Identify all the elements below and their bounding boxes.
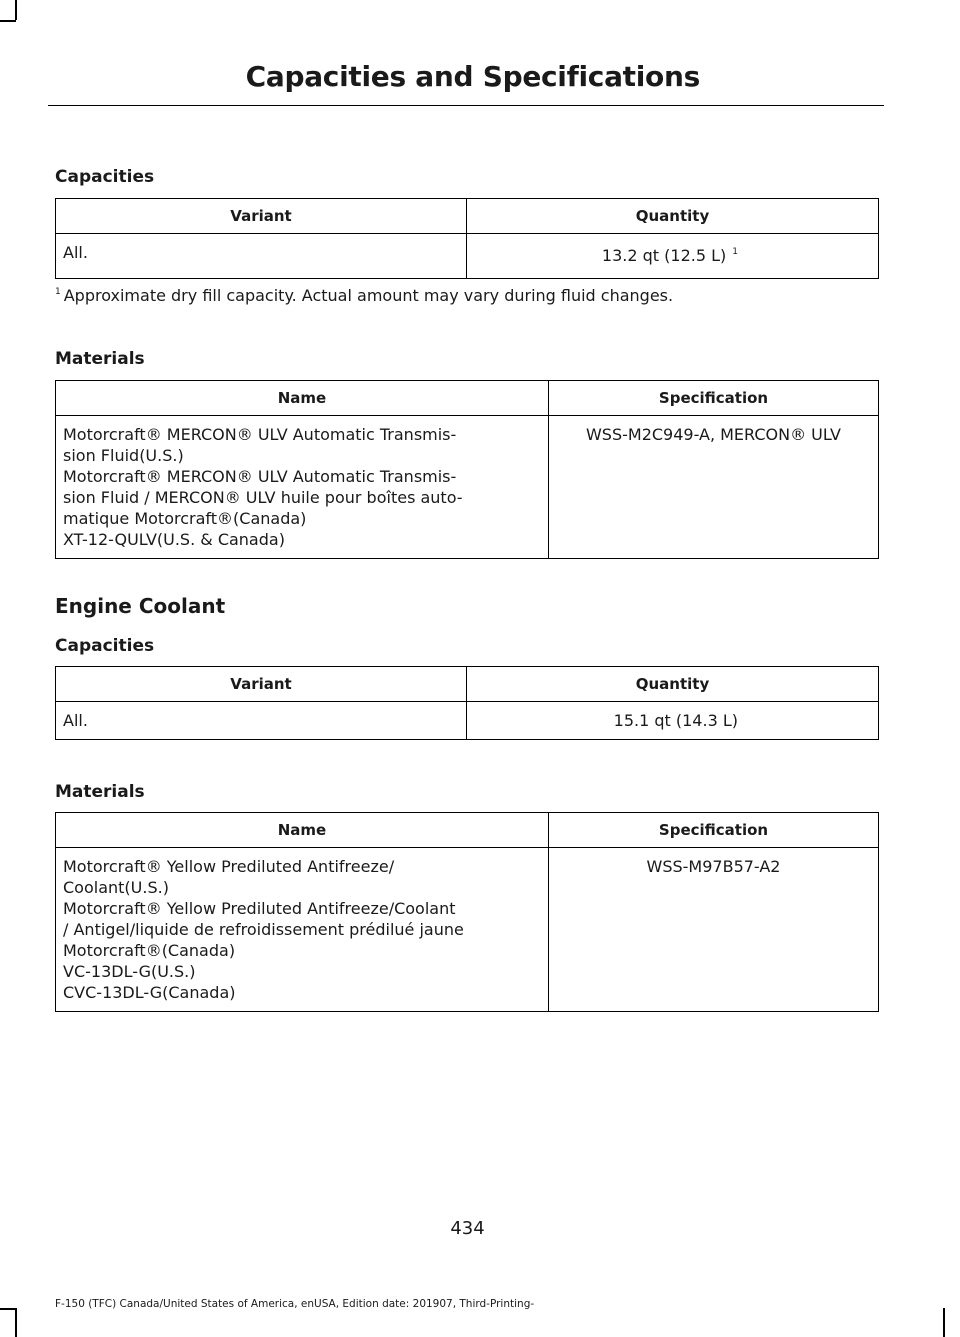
material-name-line: sion Fluid(U.S.) bbox=[63, 446, 184, 465]
transmission-capacities-table bbox=[55, 198, 879, 279]
material-name-line: Motorcraft® MERCON® ULV Automatic Transmis- bbox=[63, 467, 457, 486]
title-divider bbox=[48, 105, 884, 106]
variant-cell: All. bbox=[56, 702, 467, 740]
section-heading: Capacities bbox=[55, 636, 155, 656]
specification-cell: WSS-M2C949-A, MERCON® ULV bbox=[549, 416, 879, 559]
quantity-cell bbox=[467, 234, 879, 279]
column-header: Name bbox=[56, 813, 549, 848]
column-header: Quantity bbox=[467, 667, 879, 702]
crop-mark bbox=[15, 0, 17, 20]
material-name-line: / Antigel/liquide de refroidissement prédilué jaune bbox=[63, 920, 464, 939]
edition-footer: F-150 (TFC) Canada/United States of America, enUSA, Edition date: 201907, Third-Printing- bbox=[55, 1298, 535, 1310]
material-name-line: sion Fluid / MERCON® ULV huile pour boîtes auto- bbox=[63, 488, 463, 507]
variant-cell: All. bbox=[56, 234, 467, 279]
material-name-line: XT-12-QULV(U.S. & Canada) bbox=[63, 530, 285, 549]
specification-cell: WSS-M97B57-A2 bbox=[549, 848, 879, 1012]
footnote-marker: 1 bbox=[55, 287, 61, 297]
table-header-row bbox=[56, 199, 879, 234]
coolant-capacities-table bbox=[55, 666, 879, 740]
transmission-materials-table bbox=[55, 380, 879, 559]
crop-mark bbox=[15, 1308, 17, 1337]
section-heading: Materials bbox=[55, 349, 145, 369]
quantity-cell: 15.1 qt (14.3 L) bbox=[467, 702, 879, 740]
column-header: Variant bbox=[56, 667, 467, 702]
material-name-cell bbox=[56, 848, 549, 1012]
table-row bbox=[56, 234, 879, 279]
section-heading: Capacities bbox=[55, 167, 155, 187]
column-header: Name bbox=[56, 381, 549, 416]
footnote-text: Approximate dry fill capacity. Actual amount may vary during fluid changes. bbox=[63, 286, 674, 305]
footnote bbox=[55, 286, 673, 305]
material-name-line: Motorcraft® Yellow Prediluted Antifreeze/ bbox=[63, 857, 395, 876]
table-header-row bbox=[56, 381, 879, 416]
material-name-line: Motorcraft®(Canada) bbox=[63, 941, 236, 960]
column-header: Quantity bbox=[467, 199, 879, 234]
table-header-row bbox=[56, 667, 879, 702]
table-row bbox=[56, 702, 879, 740]
crop-mark bbox=[0, 20, 16, 22]
quantity-value: 13.2 qt (12.5 L) bbox=[601, 246, 727, 265]
section-heading: Materials bbox=[55, 782, 145, 802]
footnote-ref: 1 bbox=[732, 247, 738, 257]
column-header: Specification bbox=[549, 813, 879, 848]
material-name-line: matique Motorcraft®(Canada) bbox=[63, 509, 307, 528]
material-name-line: Coolant(U.S.) bbox=[63, 878, 169, 897]
column-header: Specification bbox=[549, 381, 879, 416]
material-name-line: CVC-13DL-G(Canada) bbox=[63, 983, 236, 1002]
table-row bbox=[56, 416, 879, 559]
table-header-row bbox=[56, 813, 879, 848]
material-name-line: Motorcraft® MERCON® ULV Automatic Transmis- bbox=[63, 425, 457, 444]
page-title: Capacities and Specifications bbox=[245, 60, 700, 93]
table-row bbox=[56, 848, 879, 1012]
column-header: Variant bbox=[56, 199, 467, 234]
coolant-materials-table bbox=[55, 812, 879, 1012]
material-name-cell bbox=[56, 416, 549, 559]
material-name-line: Motorcraft® Yellow Prediluted Antifreeze/Coolant bbox=[63, 899, 456, 918]
crop-mark bbox=[943, 1308, 945, 1337]
page-number: 434 bbox=[450, 1218, 485, 1239]
section-title: Engine Coolant bbox=[55, 594, 226, 618]
material-name-line: VC-13DL-G(U.S.) bbox=[63, 962, 196, 981]
crop-mark bbox=[0, 1308, 16, 1310]
